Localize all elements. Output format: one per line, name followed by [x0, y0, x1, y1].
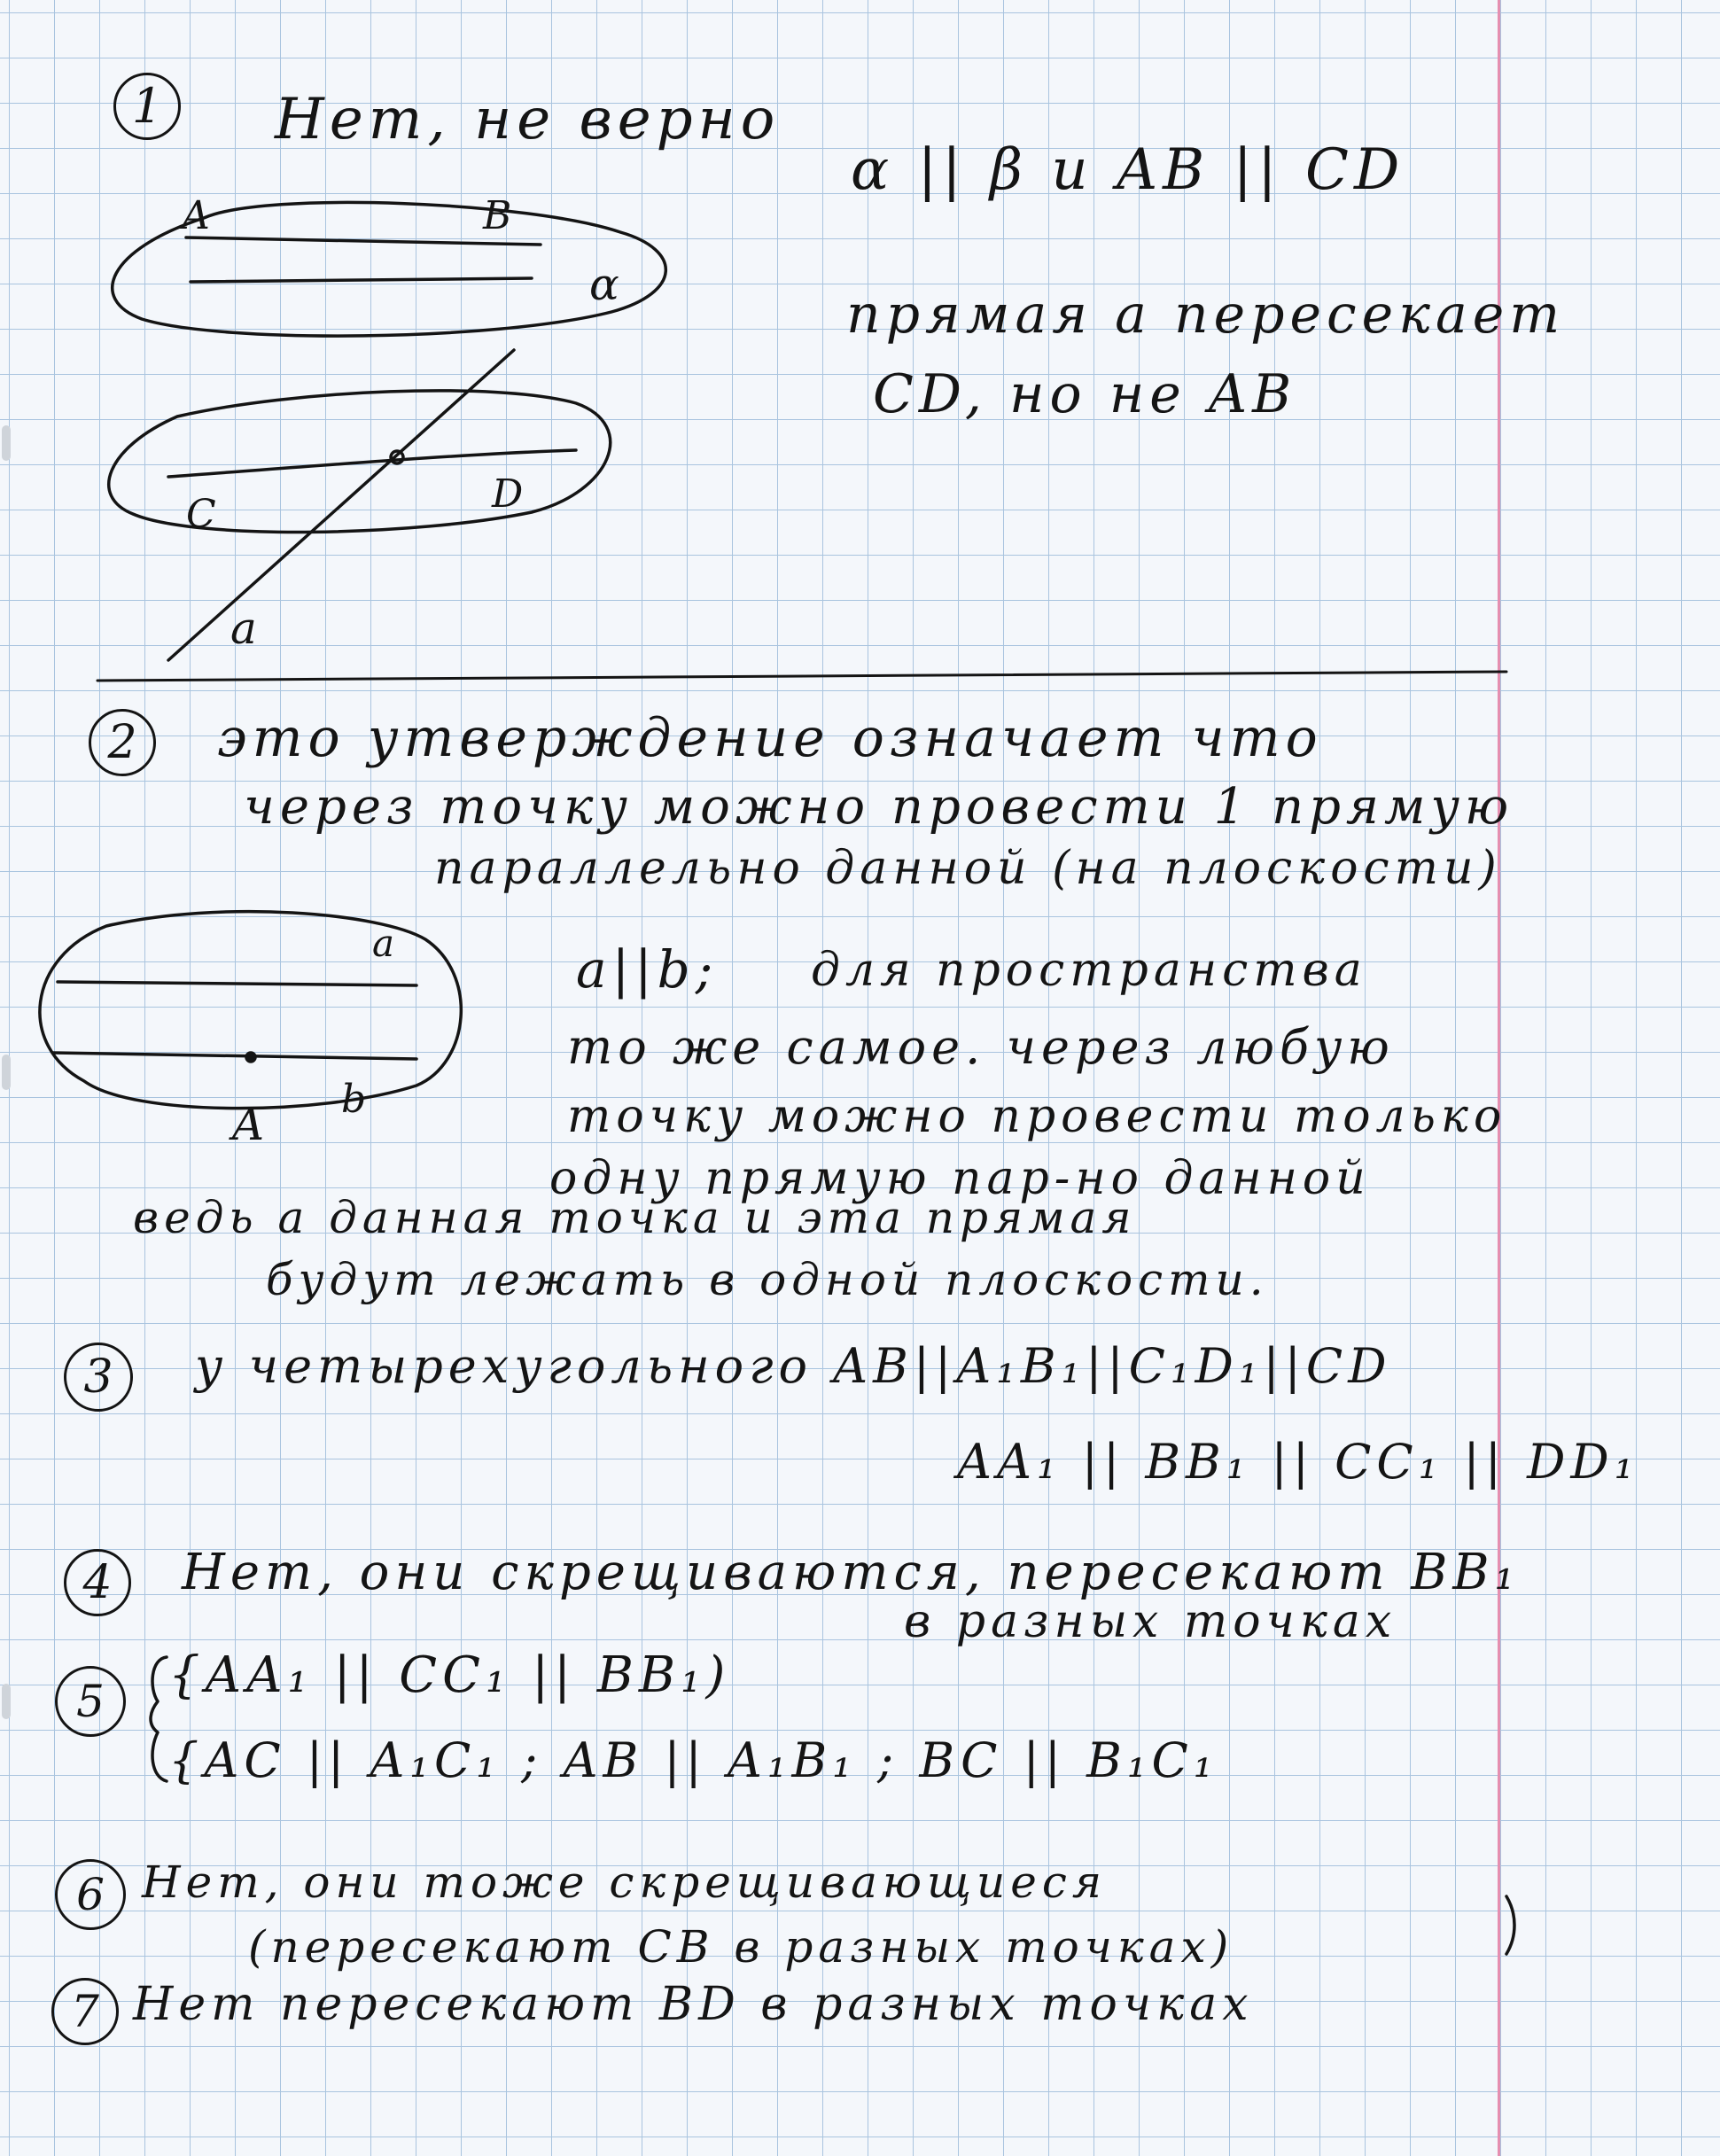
task-4-number: 4	[64, 1549, 131, 1616]
label-point-c: C	[186, 492, 222, 537]
brace-task5	[151, 1657, 167, 1781]
task-2-line-9: будут лежать в одной плоскости.	[266, 1254, 1269, 1305]
task-6-line-1: Нет, они тоже скрещивающиеся	[142, 1856, 1107, 1908]
task-2-number: 2	[89, 709, 156, 776]
section-divider	[97, 672, 1506, 681]
label-point-a: A	[182, 193, 215, 238]
line-b-figure-2	[53, 1053, 416, 1059]
task-1-relation: α || β и AB || CD	[851, 137, 1405, 203]
task-4-line-2: в разных точках	[904, 1595, 1397, 1648]
task-5-line-2: {AC || A₁C₁ ; AB || A₁B₁ ; BC || B₁C₁	[168, 1732, 1218, 1788]
task-2-line-7: одну прямую пар-но данной	[549, 1152, 1371, 1205]
task-1-answer: Нет, не верно	[275, 87, 781, 152]
task-2-line-4: для пространства	[811, 944, 1367, 997]
task-3-line-2: AA₁ || BB₁ || CC₁ || DD₁	[957, 1434, 1639, 1490]
closing-paren-task6	[1506, 1896, 1514, 1954]
task-2-line-2: через точку можно провести 1 прямую	[244, 778, 1514, 836]
task-1-number: 1	[113, 73, 181, 140]
task-2-line-8: ведь а данная точка и эта прямая	[133, 1192, 1137, 1243]
task-2-relation: a||b;	[576, 939, 719, 1000]
task-2-line-1: это утверждение означает что	[217, 707, 1323, 769]
task-5-line-1: {AA₁ || CC₁ || BB₁)	[168, 1646, 731, 1704]
task-6-number: 6	[55, 1859, 126, 1930]
task-2-line-6: точку можно провести только	[567, 1090, 1507, 1143]
task-4-line-1: Нет, они скрещиваются, пересекают BB₁	[182, 1544, 1520, 1601]
task-1-explanation-line-2: CD, но не AB	[873, 363, 1297, 425]
task-2-line-3: параллельно данной (на плоскости)	[434, 842, 1502, 895]
line-ab	[186, 237, 541, 245]
point-a-figure-2	[246, 1053, 255, 1062]
line-a-figure-2	[58, 982, 416, 985]
label-line-a-fig2: a	[372, 922, 401, 965]
label-plane-alpha: α	[589, 259, 625, 310]
label-point-d: D	[492, 471, 529, 517]
task-3-line-1: у четырехугольного AB||A₁B₁||C₁D₁||CD	[195, 1338, 1392, 1394]
task-6-line-2: (пересекают CB в разных точках)	[248, 1921, 1234, 1973]
label-line-a: a	[230, 603, 262, 654]
task-7-line-1: Нет пересекают BD в разных точках	[133, 1978, 1254, 2031]
label-line-b-fig2: b	[341, 1077, 372, 1122]
task-7-number: 7	[51, 1978, 119, 2045]
task-3-number: 3	[64, 1343, 133, 1412]
label-point-a-fig2: A	[232, 1099, 270, 1150]
line-ab-lower	[191, 278, 532, 282]
task-1-explanation-line-1: прямая a пересекает	[846, 284, 1566, 346]
task-5-number: 5	[55, 1666, 126, 1737]
label-point-b: B	[483, 193, 518, 238]
task-2-line-5: то же самое. через любую	[567, 1019, 1395, 1075]
